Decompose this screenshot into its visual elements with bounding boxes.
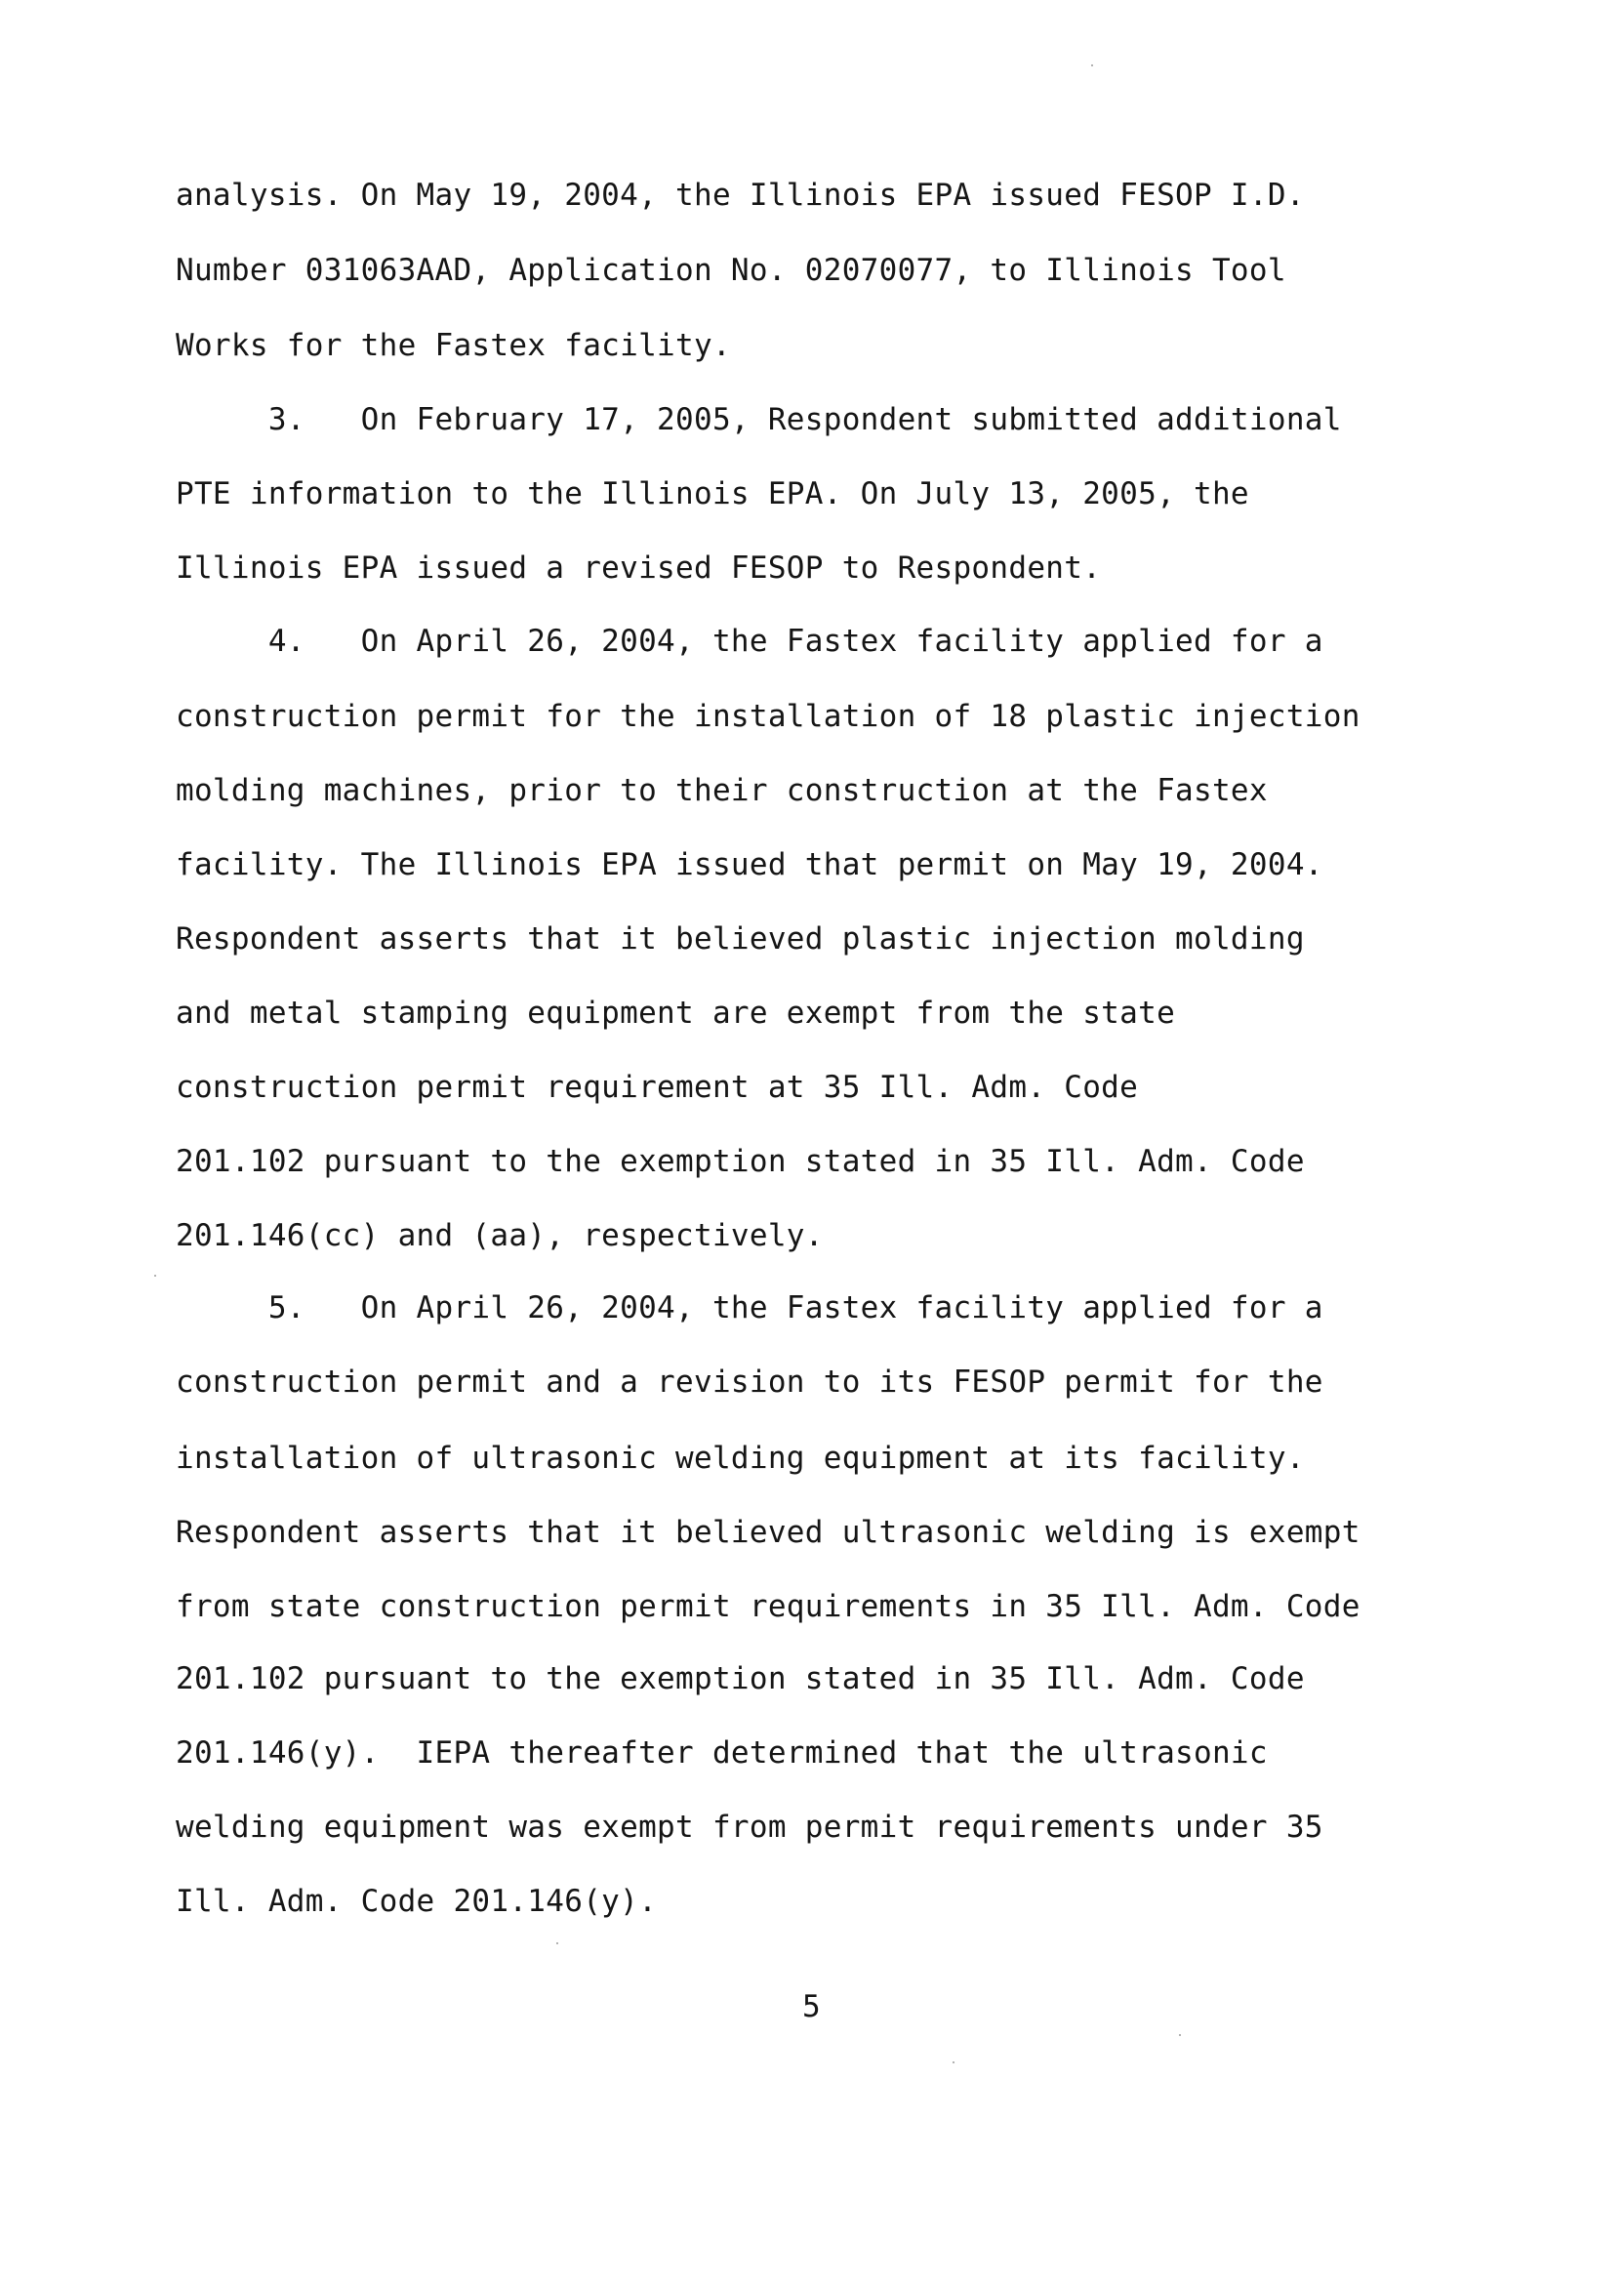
text-line: installation of ultrasonic welding equipment at its facility. <box>176 1441 1305 1476</box>
text-line: Ill. Adm. Code 201.146(y). <box>176 1884 658 1919</box>
text-line: 201.102 pursuant to the exemption stated in 35 Ill. Adm. Code <box>176 1144 1305 1179</box>
scan-speck <box>154 1275 156 1277</box>
text-line: molding machines, prior to their construction at the Fastex <box>176 773 1268 808</box>
text-line: PTE information to the Illinois EPA. On July 13, 2005, the <box>176 476 1249 511</box>
text-line: Illinois EPA issued a revised FESOP to Respondent. <box>176 550 1102 586</box>
scan-speck <box>953 2061 954 2063</box>
text-line: welding equipment was exempt from permit requirements under 35 <box>176 1810 1323 1845</box>
text-line: Works for the Fastex facility. <box>176 328 731 363</box>
text-line: from state construction permit requirements in 35 Ill. Adm. Code <box>176 1589 1360 1624</box>
text-line: construction permit and a revision to its FESOP permit for the <box>176 1365 1323 1400</box>
page-number: 5 <box>802 1989 821 2024</box>
text-line: construction permit requirement at 35 Ill. Adm. Code <box>176 1070 1139 1105</box>
text-line: facility. The Illinois EPA issued that permit on May 19, 2004. <box>176 847 1323 882</box>
text-line: 201.146(y). IEPA thereafter determined that the ultrasonic <box>176 1735 1268 1771</box>
text-line: Number 031063AAD, Application No. 02070077, to Illinois Tool <box>176 253 1286 288</box>
text-line: and metal stamping equipment are exempt from the state <box>176 996 1176 1031</box>
text-line: analysis. On May 19, 2004, the Illinois EPA issued FESOP I.D. <box>176 178 1305 213</box>
text-line: construction permit for the installation of 18 plastic injection <box>176 699 1360 734</box>
text-line: 201.102 pursuant to the exemption stated in 35 Ill. Adm. Code <box>176 1661 1305 1696</box>
scan-speck <box>556 1942 558 1944</box>
paragraph-3-line: 3. On February 17, 2005, Respondent submitted additional <box>176 402 1342 437</box>
text-line: 201.146(cc) and (aa), respectively. <box>176 1218 824 1253</box>
text-line: Respondent asserts that it believed plastic injection molding <box>176 921 1305 957</box>
scan-speck <box>1091 64 1093 66</box>
paragraph-4-line: 4. On April 26, 2004, the Fastex facility applied for a <box>176 624 1323 659</box>
text-line: Respondent asserts that it believed ultrasonic welding is exempt <box>176 1515 1360 1550</box>
scan-speck <box>1179 2034 1181 2036</box>
paragraph-5-line: 5. On April 26, 2004, the Fastex facility applied for a <box>176 1290 1323 1325</box>
